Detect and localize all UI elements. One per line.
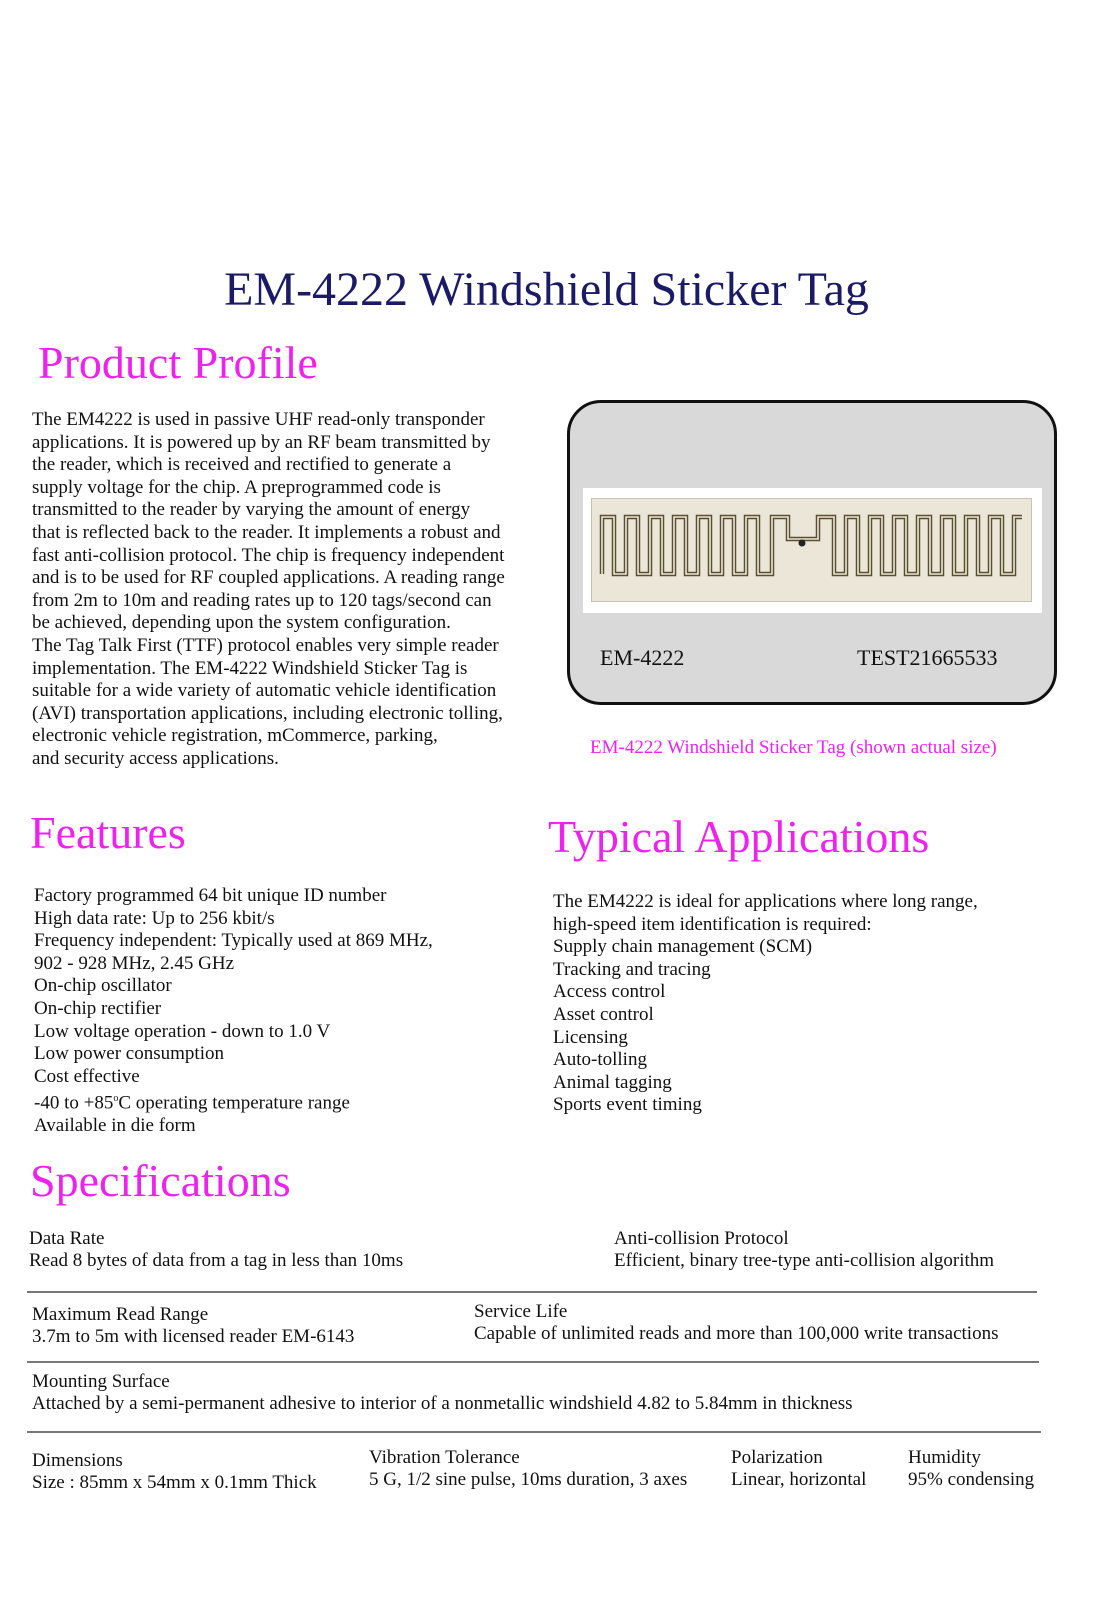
page-title: EM-4222 Windshield Sticker Tag: [224, 263, 869, 316]
spec-value: 95% condensing: [908, 1469, 1035, 1490]
spec-dimensions: [32, 1450, 317, 1494]
profile-line: fast anti-collision protocol. The chip is frequency independent: [32, 544, 505, 566]
profile-line: electronic vehicle registration, mCommerce, parking,: [32, 725, 438, 747]
application-item: Auto-tolling: [553, 1049, 647, 1071]
divider: [27, 1431, 1041, 1433]
temp-suffix: C operating temperature range: [118, 1092, 350, 1114]
application-item: Sports event timing: [553, 1094, 702, 1116]
spec-vibration: [369, 1447, 687, 1491]
tag-serial: TEST21665533: [857, 645, 998, 670]
profile-line: (AVI) transportation applications, including electronic tolling,: [32, 702, 503, 724]
divider: [27, 1361, 1039, 1363]
feature-item: Frequency independent: Typically used at 869 MHz,: [34, 930, 433, 952]
spec-service-life: [474, 1301, 998, 1345]
spec-value: Read 8 bytes of data from a tag in less than 10ms: [29, 1250, 404, 1271]
divider: [27, 1291, 1037, 1293]
spec-label: Maximum Read Range: [32, 1304, 209, 1325]
feature-item: Cost effective: [34, 1065, 140, 1087]
spec-value: Efficient, binary tree-type anti-collision algorithm: [614, 1250, 995, 1271]
feature-item: On-chip oscillator: [34, 975, 172, 997]
spec-label: Dimensions: [32, 1450, 123, 1471]
antenna-pattern: [592, 499, 1031, 601]
feature-item: Low power consumption: [34, 1043, 224, 1065]
spec-value: 5 G, 1/2 sine pulse, 10ms duration, 3 axes: [369, 1469, 688, 1490]
spec-value: Size : 85mm x 54mm x 0.1mm Thick: [32, 1472, 317, 1493]
spec-label: Mounting Surface: [32, 1371, 170, 1392]
spec-label: Service Life: [474, 1301, 568, 1322]
application-item: Asset control: [553, 1003, 654, 1025]
features-list: [34, 885, 433, 1138]
spec-label: Humidity: [908, 1447, 981, 1468]
spec-value: Attached by a semi-permanent adhesive to interior of a nonmetallic windshield 4.82 to 5.84mm in thickness: [32, 1393, 853, 1414]
spec-mounting-surface: [32, 1371, 853, 1415]
spec-label: Data Rate: [29, 1228, 105, 1249]
application-item: Access control: [553, 981, 666, 1003]
application-item: Tracking and tracing: [553, 958, 711, 980]
spec-value: Linear, horizontal: [731, 1469, 867, 1490]
profile-line: implementation. The EM-4222 Windshield Sticker Tag is: [32, 657, 468, 679]
profile-line: supply voltage for the chip. A preprogrammed code is: [32, 476, 441, 498]
application-item: Licensing: [553, 1026, 628, 1048]
tag-caption: EM-4222 Windshield Sticker Tag (shown actual size): [590, 737, 997, 758]
features-heading: Features: [30, 807, 186, 858]
profile-line: from 2m to 10m and reading rates up to 120 tags/second can: [32, 589, 492, 611]
tag-model: EM-4222: [600, 645, 685, 670]
specifications-heading: Specifications: [30, 1155, 291, 1206]
spec-max-read-range: [32, 1304, 354, 1348]
profile-line: suitable for a wide variety of automatic vehicle identification: [32, 680, 497, 702]
spec-polarization: [731, 1447, 866, 1491]
product-profile-heading: Product Profile: [38, 337, 318, 388]
feature-item-temperature: [34, 1088, 433, 1115]
applications-heading: Typical Applications: [548, 811, 930, 862]
feature-item: Low voltage operation - down to 1.0 V: [34, 1020, 331, 1042]
temp-prefix: -40 to +85: [34, 1092, 114, 1114]
application-item: Animal tagging: [553, 1071, 672, 1093]
feature-item: 902 - 928 MHz, 2.45 GHz: [34, 952, 235, 974]
profile-line: that is reflected back to the reader. It implements a robust and: [32, 521, 501, 543]
profile-line: and security access applications.: [32, 747, 279, 769]
spec-humidity: [908, 1447, 1034, 1491]
feature-item: Available in die form: [34, 1115, 196, 1137]
spec-data-rate: [29, 1228, 403, 1272]
spec-label: Anti-collision Protocol: [614, 1228, 789, 1249]
spec-label: Vibration Tolerance: [369, 1447, 520, 1468]
feature-item: High data rate: Up to 256 kbit/s: [34, 907, 275, 929]
applications-list: [553, 891, 978, 1117]
product-profile-text: [32, 409, 505, 771]
feature-item: Factory programmed 64 bit unique ID number: [34, 885, 387, 906]
application-item: Supply chain management (SCM): [553, 936, 813, 958]
spec-label: Polarization: [731, 1447, 823, 1468]
application-item: high-speed item identification is required:: [553, 913, 872, 935]
profile-line: transmitted to the reader by varying the amount of energy: [32, 499, 471, 521]
profile-line: The Tag Talk First (TTF) protocol enables very simple reader: [32, 634, 499, 656]
degree-sign: o: [113, 1093, 119, 1105]
spec-value: 3.7m to 5m with licensed reader EM-6143: [32, 1326, 355, 1347]
profile-line: the reader, which is received and rectified to generate a: [32, 454, 452, 476]
spec-anti-collision: [614, 1228, 994, 1272]
feature-item: On-chip rectifier: [34, 997, 162, 1019]
profile-line: and is to be used for RF coupled applications. A reading range: [32, 567, 505, 589]
spec-value: Capable of unlimited reads and more than 100,000 write transactions: [474, 1323, 999, 1344]
application-item: The EM4222 is ideal for applications where long range,: [553, 891, 978, 912]
profile-line: The EM4222 is used in passive UHF read-only transponder: [32, 409, 485, 430]
profile-line: be achieved, depending upon the system configuration.: [32, 612, 451, 634]
tag-image: [591, 498, 1032, 602]
profile-line: applications. It is powered up by an RF beam transmitted by: [32, 431, 491, 453]
